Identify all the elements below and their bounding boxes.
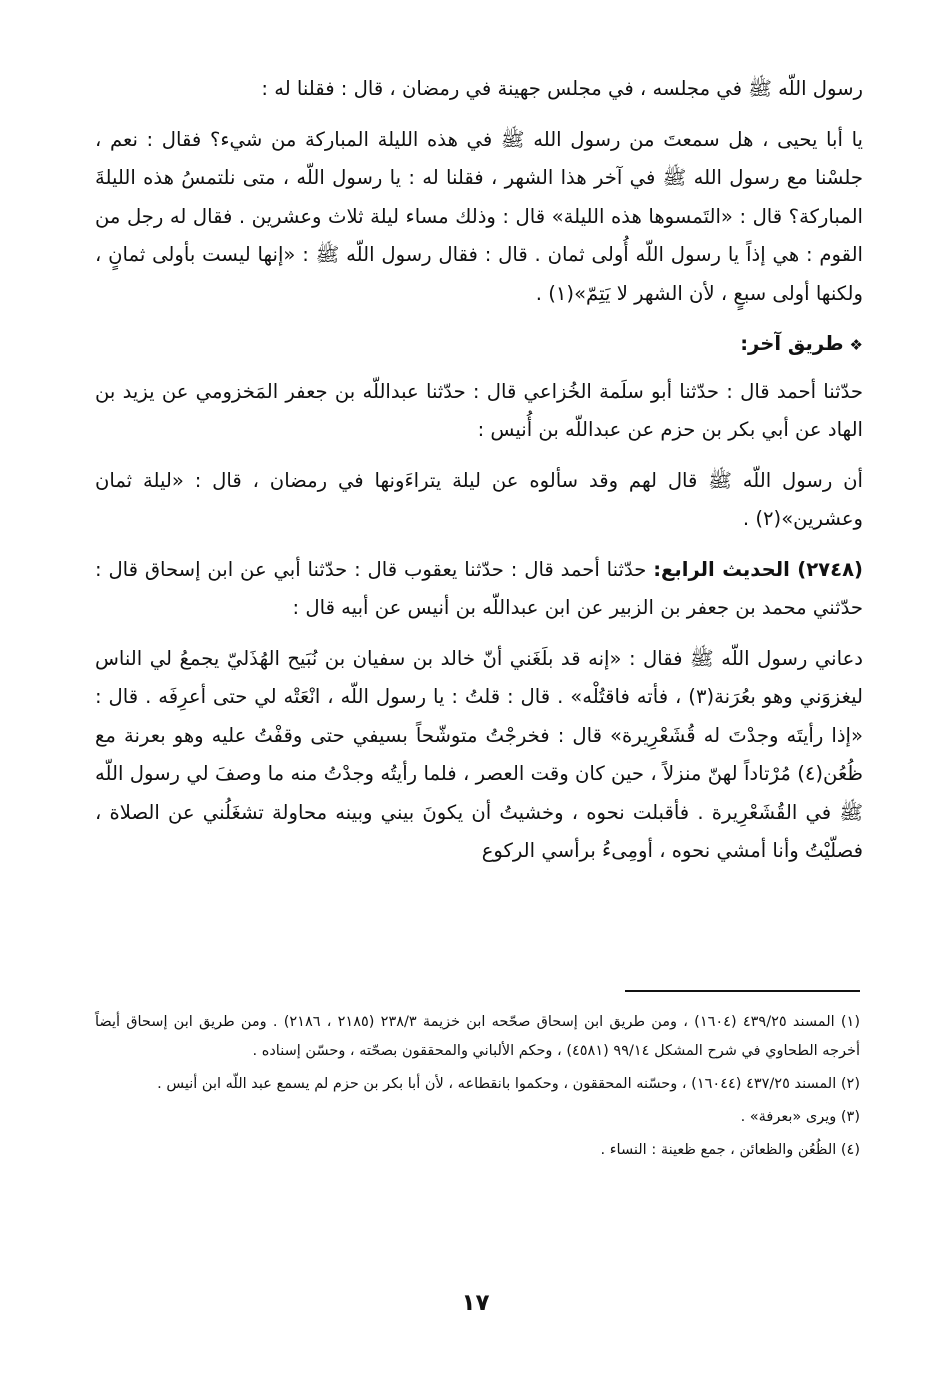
diamond-bullet-icon: ❖ xyxy=(849,336,863,354)
page-number: ١٧ xyxy=(461,1290,490,1316)
footnote: (٢) المسند ٤٣٧/٢٥ (١٦٠٤٤) ، وحسّنه المحققون ، وحكموا بانقطاعه ، لأن أبا بكر بن حزم لم يسمع عبد اللّه ابن أنيس . xyxy=(157,1076,860,1092)
paragraph: أن رسول اللّه ﷺ قال لهم وقد سألوه عن ليلة يتراءَونها في رمضان ، قال : «ليلة ثمان وعشرين»(٢) . xyxy=(95,468,863,530)
footnote-divider xyxy=(625,990,860,992)
paragraph: رسول اللّه ﷺ في مجلسه ، في مجلس جهينة في رمضان ، قال : فقلنا له : xyxy=(261,77,863,100)
paragraph: يا أبا يحيى ، هل سمعتَ من رسول الله ﷺ في هذه الليلة المباركة من شيء؟ فقال : نعم ، جلسْنا مع رسول الله ﷺ في آخر هذا الشهر ، فقلنا له : يا رسول اللّه ، متى نلتمسُ هذه الليلةَ المباركة؟ قال : «التَمسوها هذه الليلة» قال : وذلك مساء ليلة ثلاث وعشرين . فقال له رجل من القوم : هي إذاً يا رسول اللّه أُولى ثمان . قال : فقال رسول اللّه ﷺ : «إنها ليست بأولى ثمانٍ ، ولكنها أولى سبعٍ ، لأن الشهر لا يَتِمّ»(١) . xyxy=(95,127,863,305)
footnote: (٤) الظُعُن والظعائن ، جمع ظعينة : النساء . xyxy=(600,1142,860,1158)
paragraph: حدّثنا أحمد قال : حدّثنا أبو سلَمة الخُزاعي قال : حدّثنا عبداللّه بن جعفر المَخزومي عن يزيد بن الهاد عن أبي بكر بن حزم عن عبداللّه بن أُنيس : xyxy=(95,379,863,441)
hadith-paragraph xyxy=(95,551,863,628)
footnotes xyxy=(95,1008,860,1169)
section-heading xyxy=(95,325,863,365)
paragraph: دعاني رسول اللّه ﷺ فقال : «إنه قد بلَغَني أنّ خالد بن سفيان بن نُبَيح الهُذَليّ يجمعُ لي الناس ليغزوَني وهو بعُرَنة(٣) ، فأته فاقتُلْه» . قال : قلتُ : يا رسول اللّه ، انْعَتْه لي حتى أعرِفَه . قال : «إذا رأيتَه وجدْتَ له قُشَعْرِيرة» قال : فخرجْتُ متوشّحاً بسيفي حتى وقفْتُ عليه وهو بعرنة مع ظُعُن(٤) مُرْتاداً لهنّ منزلاً ، حين كان وقت العصر ، فلما رأيتُه وجدْتُ منه ما وصفَ لي رسول اللّه ﷺ في القُشَعْرِيرة . فأقبلت نحوه ، وخشيتُ أن يكونَ بيني وبينه محاولة تشغَلُني عن الصلاة ، فصلّيْتُ وأنا أمشي نحوه ، أومِىءُ برأسي الركوع xyxy=(95,646,864,862)
footnote: (١) المسند ٤٣٩/٢٥ (١٦٠٤) ، ومن طريق ابن إسحاق صحّحه ابن خزيمة ٢٣٨/٣ (٢١٨٥ ، ٢١٨٦) . ومن طريق ابن إسحاق أيضاً أخرجه الطحاوي في شرح المشكل ٩٩/١٤ (٤٥٨١) ، وحكم الألباني والمحققون بصحّته ، وحسّن إسناده . xyxy=(95,1014,860,1059)
main-text xyxy=(95,70,863,883)
section-heading-text: طريق آخر: xyxy=(740,332,844,355)
hadith-text: حدّثنا أحمد قال : حدّثنا يعقوب قال : حدّثنا أبي عن ابن إسحاق قال : حدّثني محمد بن جعفر بن الزبير عن ابن عبداللّه بن أنيس عن أبيه قال : xyxy=(95,557,863,619)
hadith-number-label: (٢٧٤٨) الحديث الرابع: xyxy=(653,557,864,581)
footnote: (٣) ويرى «بعرفة» . xyxy=(740,1109,860,1125)
